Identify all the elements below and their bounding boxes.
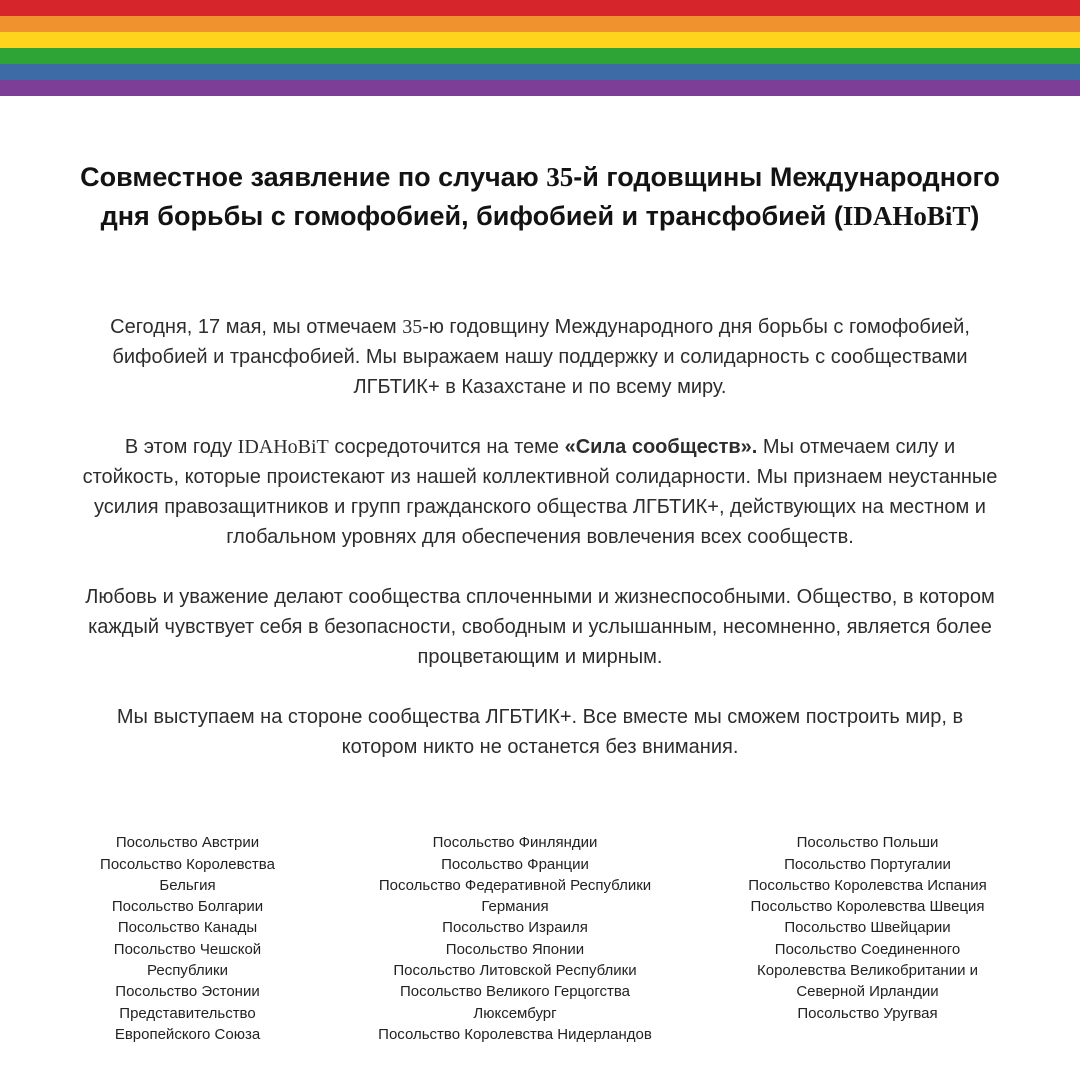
embassy-column-3	[740, 832, 995, 1045]
paragraph-4: Мы выступаем на стороне сообщества ЛГБТИК+. Все вместе мы сможем построить мир, в котором никто не останется без внимания.	[116, 706, 964, 759]
paragraph-1	[78, 312, 1003, 402]
embassy-name: Представительство Европейского Союза	[114, 1004, 261, 1043]
paragraph-2-theme-bold: «Сила сообществ».	[564, 436, 758, 459]
flag-stripe-orange	[0, 16, 1080, 32]
statement-title	[75, 158, 1005, 236]
embassy-name: Посольство Франции	[441, 855, 589, 873]
embassy-name: Посольство Королевства Бельгия	[100, 855, 275, 894]
embassy-name: Посольство Болгарии	[111, 898, 264, 916]
embassy-name: Посольство Королевства Испания	[748, 876, 987, 894]
embassy-name: Посольство Королевства Нидерландов	[378, 1025, 652, 1043]
title-segment: Совместное заявление по случаю	[80, 162, 547, 192]
paragraph-2	[78, 432, 1003, 552]
embassy-name: Посольство Эстонии	[115, 983, 260, 1001]
embassy-name: Посольство Швейцарии	[784, 919, 951, 937]
flag-stripe-green	[0, 48, 1080, 64]
paragraph-2-segment: Мы отмечаем силу и стойкость, которые проистекают из нашей коллективной солидарности. Мы признаем неустанные усилия правозащитников и групп гражданского общества ЛГБТИК+, действующих на местном и глобальном уровнях для обеспечения вовлечения всех сообществ.	[82, 436, 998, 549]
statement-content	[0, 158, 1080, 1045]
embassy-name: Посольство Израиля	[442, 919, 588, 937]
embassy-name: Посольство Португалии	[784, 855, 951, 873]
title-segment-serif: IDAHoBiT	[842, 201, 971, 232]
flag-stripe-red	[0, 0, 1080, 16]
paragraph-1-segment: Сегодня, 17 мая, мы отмечаем	[110, 316, 403, 339]
embassy-name: Посольство Федеративной Республики Германия	[378, 876, 652, 916]
embassy-name: Посольство Польши	[796, 834, 939, 852]
flag-stripe-blue	[0, 64, 1080, 80]
paragraph-3: Любовь и уважение делают сообщества сплоченными и жизнеспособными. Общество, в котором каждый чувствует себя в безопасности, свободным и услышанным, несомненно, является более процветающим и мирным.	[85, 586, 995, 669]
embassy-name: Посольство Уругвая	[797, 1004, 938, 1022]
embassy-name: Посольство Литовской Республики	[393, 962, 637, 980]
paragraph-2-segment: сосредоточится на теме	[328, 436, 565, 459]
paragraph-2-segment: В этом году	[124, 436, 238, 459]
embassy-name: Посольство Чешской Республики	[113, 940, 262, 980]
embassy-name: Посольство Канады	[117, 919, 258, 937]
embassy-signatories	[85, 832, 995, 1045]
statement-body	[78, 312, 1003, 762]
title-segment: )	[970, 201, 980, 232]
embassy-column-2	[363, 832, 668, 1045]
paragraph-1-segment-serif: 35	[402, 316, 423, 339]
paragraph-1-segment: -ю годовщину Международного дня борьбы с гомофобией, бифобией и трансфобией. Мы выражаем нашу поддержку и солидарность с сообществами ЛГБТИК+ в Казахстане и по всему миру.	[112, 316, 970, 399]
paragraph-2-segment-serif: IDAHoBiT	[237, 436, 329, 459]
embassy-name: Посольство Японии	[445, 940, 585, 958]
embassy-name: Посольство Соединенного Королевства Великобритании и Северной Ирландии	[756, 940, 978, 1001]
pride-flag-banner	[0, 0, 1080, 96]
flag-stripe-yellow	[0, 32, 1080, 48]
embassy-name: Посольство Королевства Швеция	[750, 898, 985, 916]
embassy-name: Посольство Финляндии	[432, 834, 598, 852]
embassy-column-1	[85, 832, 290, 1045]
embassy-name: Посольство Австрии	[115, 834, 260, 852]
flag-stripe-purple	[0, 80, 1080, 96]
title-segment-serif: 35	[546, 162, 574, 192]
title-segment: -й годовщины Международного дня борьбы с гомофобией, бифобией и трансфобией (	[100, 162, 1000, 232]
embassy-name: Посольство Великого Герцогства Люксембург	[400, 983, 630, 1022]
